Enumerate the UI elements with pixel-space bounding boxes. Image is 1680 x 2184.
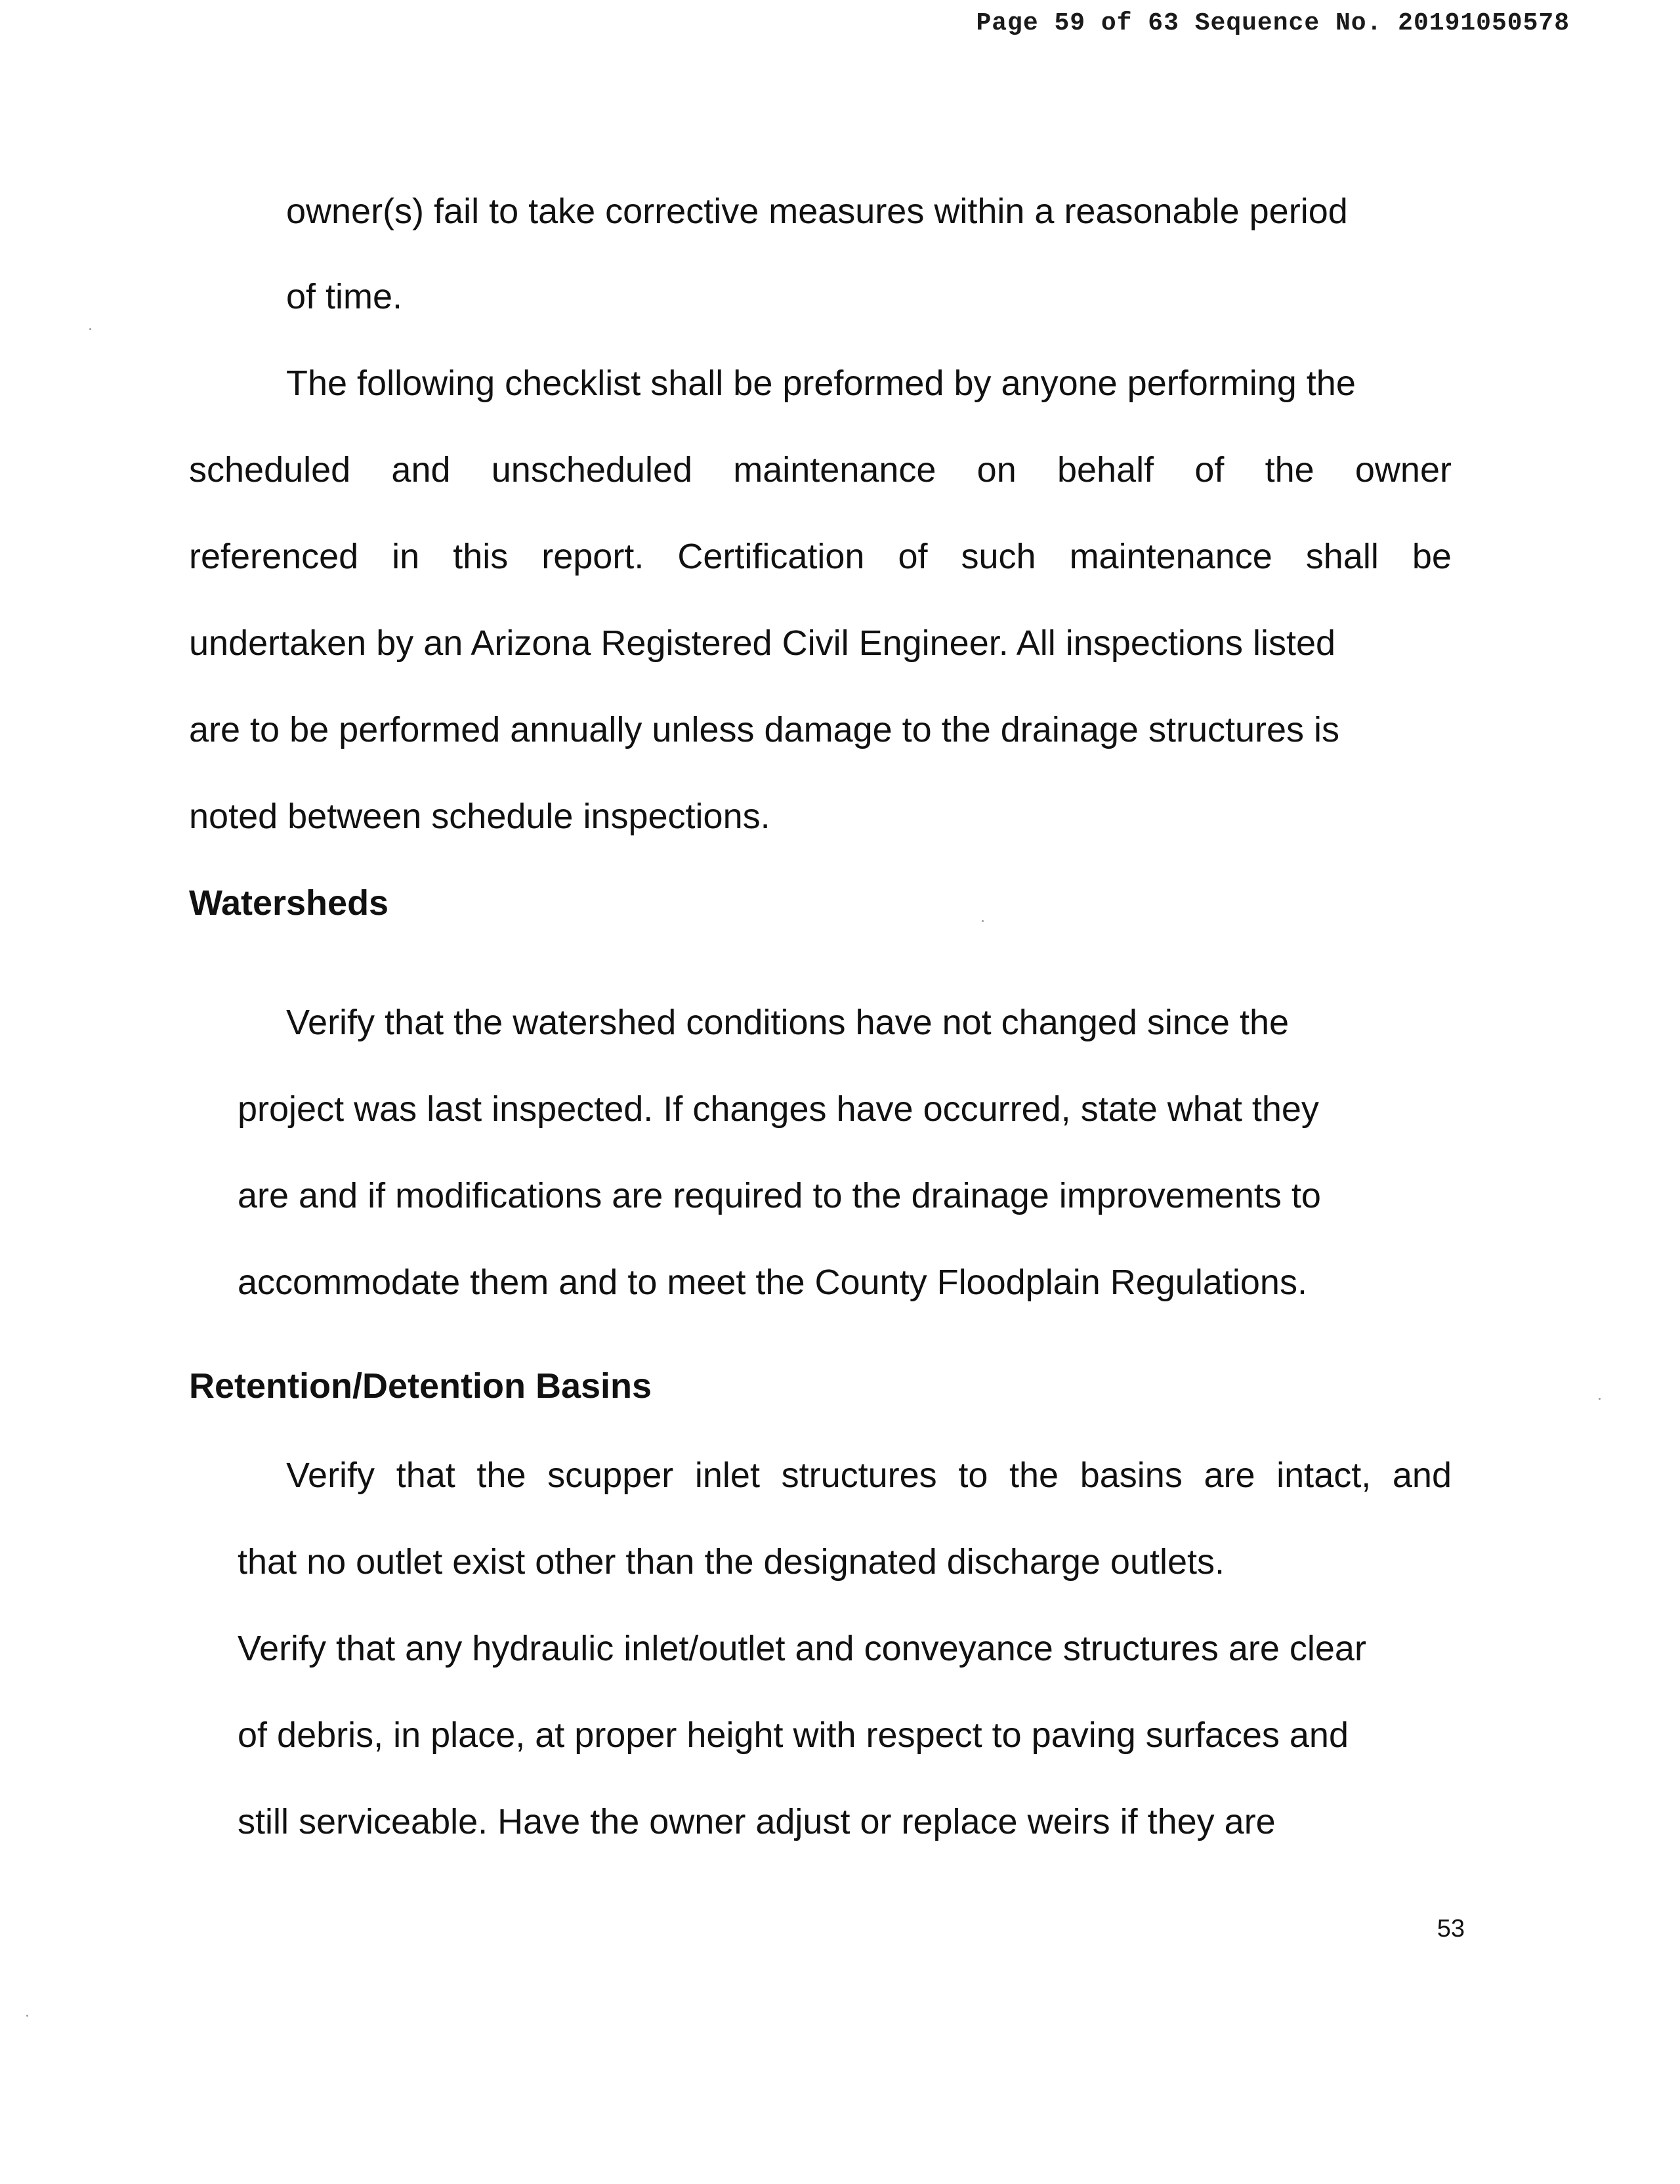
word: in bbox=[392, 537, 420, 576]
page-header: Page 59 of 63 Sequence No. 20191050578 bbox=[976, 9, 1570, 37]
body-line: Verify that the watershed conditions have not changed since the bbox=[286, 1003, 1290, 1042]
scan-speck bbox=[26, 2015, 28, 2017]
word: scupper bbox=[547, 1456, 674, 1495]
body-line: noted between schedule inspections. bbox=[189, 797, 770, 836]
page-number: 53 bbox=[1437, 1915, 1465, 1942]
word: maintenance bbox=[1069, 537, 1272, 576]
scan-speck bbox=[89, 328, 91, 330]
section-heading-watersheds: Watersheds bbox=[189, 883, 389, 923]
word: are bbox=[1204, 1456, 1255, 1495]
scan-speck bbox=[982, 920, 984, 922]
body-line: The following checklist shall be preformed by anyone performing the bbox=[286, 364, 1356, 403]
word: this bbox=[453, 537, 509, 576]
body-line: that no outlet exist other than the designated discharge outlets. bbox=[238, 1542, 1225, 1582]
word: basins bbox=[1080, 1456, 1183, 1495]
word: shall bbox=[1305, 537, 1379, 576]
word: owner bbox=[1354, 450, 1452, 490]
word: and bbox=[1392, 1456, 1452, 1495]
body-line-justified bbox=[286, 1454, 1452, 1496]
word: of bbox=[1194, 450, 1225, 490]
word: referenced bbox=[189, 537, 359, 576]
word: maintenance bbox=[733, 450, 936, 490]
word: that bbox=[396, 1456, 455, 1495]
body-line bbox=[286, 190, 1452, 232]
word: unscheduled bbox=[491, 450, 693, 490]
word: inlet bbox=[694, 1456, 760, 1495]
word: intact, bbox=[1276, 1456, 1372, 1495]
body-line: Verify that any hydraulic inlet/outlet and conveyance structures are clear bbox=[238, 1629, 1366, 1668]
word: the bbox=[476, 1456, 526, 1495]
word: scheduled bbox=[189, 450, 351, 490]
body-line: undertaken by an Arizona Registered Civil Engineer. All inspections listed bbox=[189, 623, 1336, 663]
word: such bbox=[961, 537, 1036, 576]
body-line-justified bbox=[189, 536, 1452, 578]
scan-speck bbox=[1599, 1398, 1601, 1400]
word: be bbox=[1412, 537, 1452, 576]
section-heading-basins: Retention/Detention Basins bbox=[189, 1366, 652, 1406]
word: the bbox=[1265, 450, 1314, 490]
word: Verify bbox=[286, 1456, 375, 1495]
body-line: still serviceable. Have the owner adjust or replace weirs if they are bbox=[238, 1802, 1276, 1841]
word: behalf bbox=[1057, 450, 1154, 490]
word: to bbox=[958, 1456, 988, 1495]
body-text: owner(s) fail to take corrective measures within a reasonable period bbox=[286, 192, 1348, 231]
word: of bbox=[898, 537, 928, 576]
body-line: project was last inspected. If changes have occurred, state what they bbox=[238, 1089, 1319, 1129]
body-line: of time. bbox=[286, 277, 403, 316]
word: the bbox=[1009, 1456, 1059, 1495]
word: structures bbox=[781, 1456, 937, 1495]
word: report. bbox=[541, 537, 644, 576]
body-line-justified bbox=[189, 449, 1452, 491]
word: on bbox=[976, 450, 1017, 490]
body-line: are to be performed annually unless damage to the drainage structures is bbox=[189, 710, 1340, 749]
word: Certification bbox=[677, 537, 865, 576]
body-line: accommodate them and to meet the County Floodplain Regulations. bbox=[238, 1263, 1307, 1302]
word: and bbox=[391, 450, 451, 490]
body-line: of debris, in place, at proper height with respect to paving surfaces and bbox=[238, 1715, 1349, 1755]
body-line: are and if modifications are required to the drainage improvements to bbox=[238, 1176, 1321, 1215]
